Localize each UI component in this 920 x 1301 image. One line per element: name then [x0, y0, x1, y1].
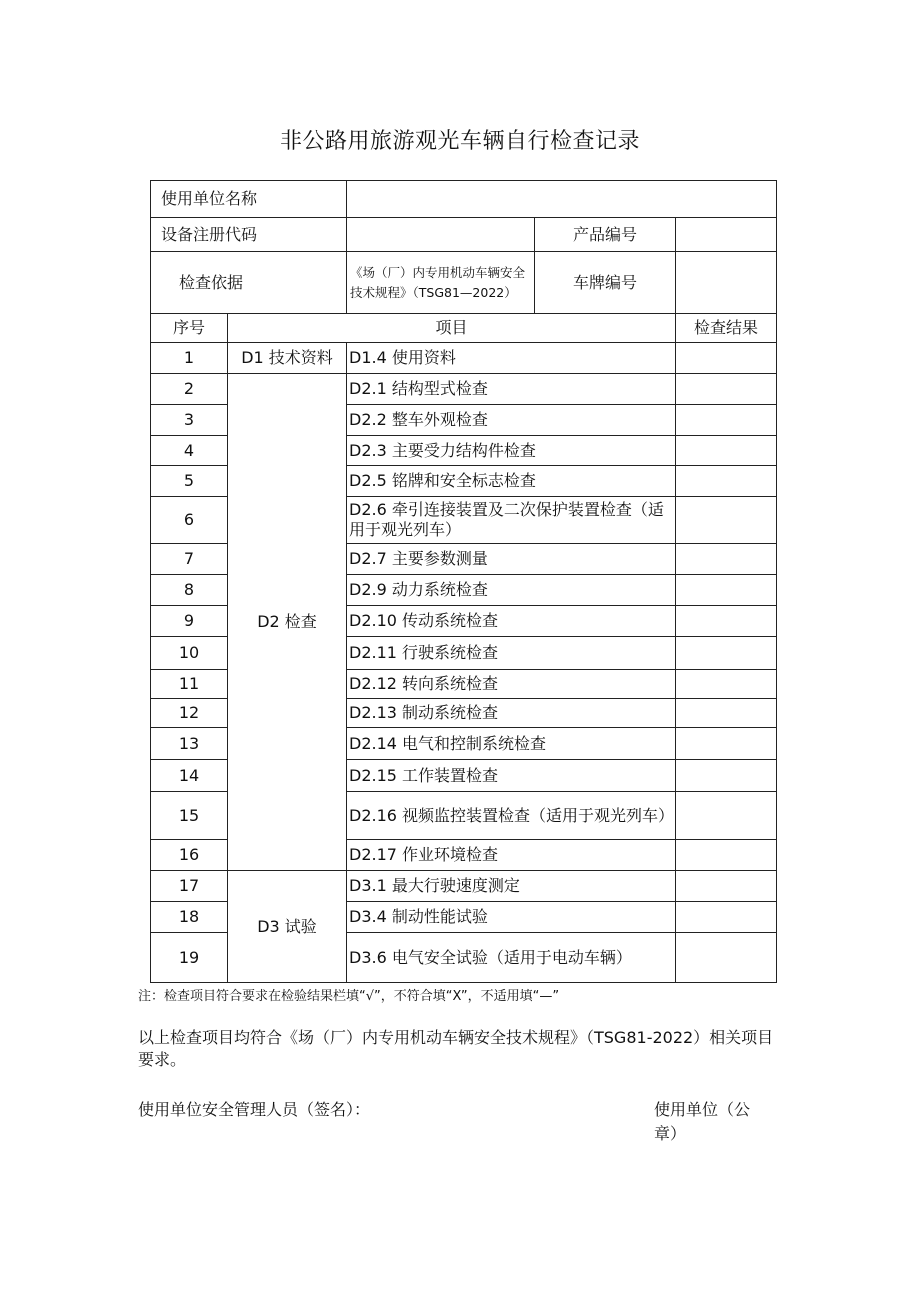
row-item: D2.12 转向系统检查 [347, 670, 676, 699]
compliance-statement: 以上检查项目均符合《场（厂）内专用机动车辆安全技术规程》（TSG81-2022）相关项目要求。 [138, 1028, 774, 1069]
row-item: D2.5 铭牌和安全标志检查 [347, 466, 676, 497]
row-item: D2.16 视频监控装置检查（适用于观光列车） [347, 792, 676, 840]
row-seq: 10 [151, 637, 228, 670]
row-seq: 9 [151, 606, 228, 637]
row-seq: 17 [151, 871, 228, 902]
row-result[interactable] [676, 497, 777, 544]
row-result[interactable] [676, 343, 777, 374]
row-item: D2.17 作业环境检查 [347, 840, 676, 871]
row-item: D2.1 结构型式检查 [347, 374, 676, 405]
group-d1: D1 技术资料 [228, 343, 347, 374]
reg-code-label: 设备注册代码 [151, 218, 347, 252]
row-item: D1.4 使用资料 [347, 343, 676, 374]
row-item: D3.4 制动性能试验 [347, 902, 676, 933]
table-row [151, 343, 777, 374]
safety-manager-signature[interactable]: 使用单位安全管理人员（签名）： [138, 1100, 371, 1119]
group-d3: D3 试验 [228, 871, 347, 983]
row-seq: 15 [151, 792, 228, 840]
row-seq: 5 [151, 466, 228, 497]
row-result[interactable] [676, 606, 777, 637]
row-result[interactable] [676, 466, 777, 497]
table-row [151, 374, 777, 405]
plate-field[interactable] [676, 252, 777, 314]
row-item: D2.11 行驶系统检查 [347, 637, 676, 670]
row-item: D2.6 牵引连接装置及二次保护装置检查（适用于观光列车） [347, 497, 676, 544]
unit-name-field[interactable] [347, 181, 777, 218]
row-result[interactable] [676, 840, 777, 871]
inspection-record-table [150, 180, 777, 983]
product-no-field[interactable] [676, 218, 777, 252]
page-title: 非公路用旅游观光车辆自行检查记录 [279, 129, 640, 154]
unit-seal[interactable]: 使用单位（公章） [654, 1100, 751, 1143]
row-item: D2.7 主要参数测量 [347, 544, 676, 575]
row-result[interactable] [676, 544, 777, 575]
row-result[interactable] [676, 871, 777, 902]
row-seq: 11 [151, 670, 228, 699]
row-item: D3.1 最大行驶速度测定 [347, 871, 676, 902]
row-item: D2.13 制动系统检查 [347, 699, 676, 728]
row-seq: 4 [151, 436, 228, 466]
row-result[interactable] [676, 670, 777, 699]
row-result[interactable] [676, 728, 777, 760]
row-result[interactable] [676, 902, 777, 933]
row-seq: 8 [151, 575, 228, 606]
fill-instructions-note: 注：检查项目符合要求在检验结果栏填“√”，不符合填“X”，不适用填“—” [138, 989, 560, 1004]
row-seq: 18 [151, 902, 228, 933]
unit-name-label: 使用单位名称 [151, 181, 347, 218]
row-item: D2.3 主要受力结构件检查 [347, 436, 676, 466]
row-seq: 6 [151, 497, 228, 544]
product-no-label: 产品编号 [535, 218, 676, 252]
row-result[interactable] [676, 637, 777, 670]
basis-row [151, 252, 777, 314]
group-d2: D2 检查 [228, 374, 347, 871]
row-item: D2.2 整车外观检查 [347, 405, 676, 436]
row-seq: 16 [151, 840, 228, 871]
basis-label: 检查依据 [151, 252, 347, 314]
row-result[interactable] [676, 374, 777, 405]
row-seq: 3 [151, 405, 228, 436]
row-item: D2.14 电气和控制系统检查 [347, 728, 676, 760]
row-result[interactable] [676, 699, 777, 728]
row-result[interactable] [676, 792, 777, 840]
row-result[interactable] [676, 575, 777, 606]
row-seq: 7 [151, 544, 228, 575]
seq-header: 序号 [151, 314, 228, 343]
row-item: D3.6 电气安全试验（适用于电动车辆） [347, 933, 676, 983]
column-header-row [151, 314, 777, 343]
row-seq: 13 [151, 728, 228, 760]
row-seq: 2 [151, 374, 228, 405]
basis-value: 《场（厂）内专用机动车辆安全技术规程》（TSG81—2022） [347, 252, 535, 314]
row-seq: 12 [151, 699, 228, 728]
row-seq: 1 [151, 343, 228, 374]
unit-name-row [151, 181, 777, 218]
reg-code-row [151, 218, 777, 252]
row-seq: 14 [151, 760, 228, 792]
row-seq: 19 [151, 933, 228, 983]
row-result[interactable] [676, 436, 777, 466]
row-result[interactable] [676, 760, 777, 792]
row-item: D2.10 传动系统检查 [347, 606, 676, 637]
item-header: 项目 [228, 314, 676, 343]
row-item: D2.9 动力系统检查 [347, 575, 676, 606]
row-result[interactable] [676, 405, 777, 436]
result-header: 检查结果 [676, 314, 777, 343]
reg-code-field[interactable] [347, 218, 535, 252]
row-item: D2.15 工作装置检查 [347, 760, 676, 792]
plate-label: 车牌编号 [535, 252, 676, 314]
table-row [151, 871, 777, 902]
row-result[interactable] [676, 933, 777, 983]
